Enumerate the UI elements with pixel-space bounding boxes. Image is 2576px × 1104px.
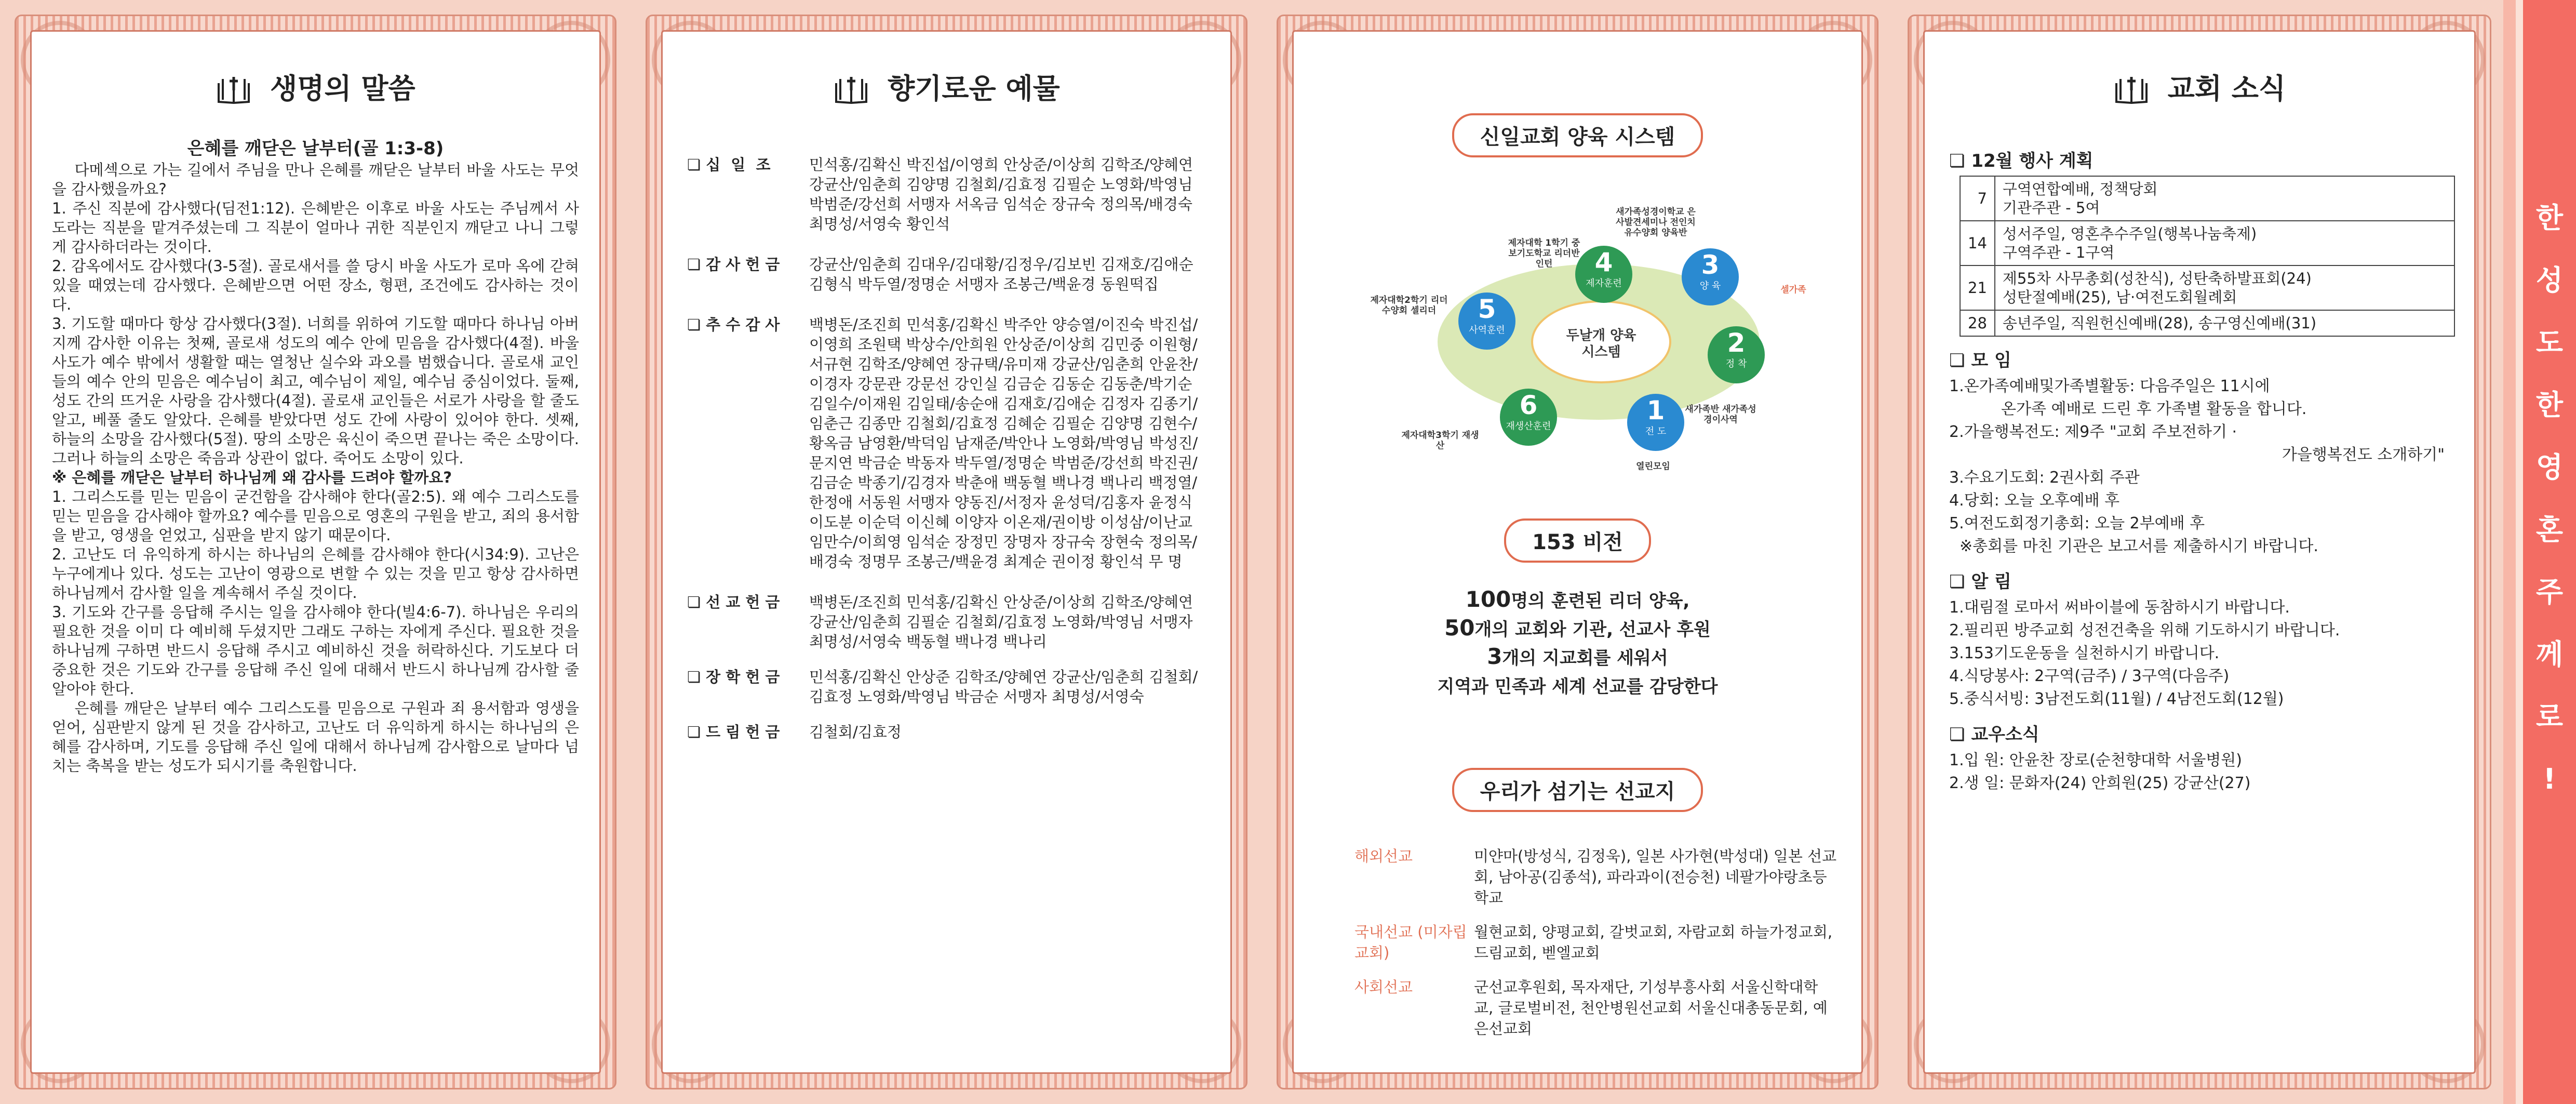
offering-label: ❏ 선 교 헌 금	[687, 593, 780, 611]
offering-label: ❏ 드 림 헌 금	[687, 723, 780, 741]
paragraph: 2. 고난도 더 유익하게 하시는 하나님의 은혜를 감사해야 한다(시34:9). 고난은 누구에게나 있다. 성도는 고난이 영광으로 변할 수 있는 것을 믿고 항상 감사하면 하나님께서 감사할 일을 계속해서 주실 것이다.	[52, 546, 579, 602]
vision-line: 3개의 지교회를 세워서	[1487, 644, 1668, 669]
mission-list	[1354, 846, 1837, 1053]
table-row	[1960, 221, 2454, 265]
mission-value: 군선교후원회, 목자재단, 기성부흥사회 서울신학대학교, 글로벌비전, 천안병원선교회 서울신대총동문회, 예은선교회	[1474, 978, 1828, 1038]
offering-row	[687, 722, 1211, 742]
title-text: 향기로운 예물	[888, 72, 1060, 105]
panel-church-news	[1893, 0, 2506, 1104]
label-step3: 제자대학 1학기 중보기도학교 리더반 인턴	[1508, 238, 1580, 269]
step-5: 5 사역훈련	[1458, 292, 1515, 350]
list-item: 4.당회: 오늘 오후예배 후	[1949, 491, 2120, 510]
paragraph: 3. 기도할 때마다 항상 감사했다(3절). 너희를 위하여 기도할 때마다 하나님 아버지께 감사한 이유는 첫째, 골로새 성도의 예수 안에 믿음을 감사했다(4절). 바울 사도가 예수 밖에서 생활할 때는 열청난 실수와 과오를 범했습니다. 골로새 교인들의 예수 안의 믿음은 예수님이 최고, 예수님이 제일, 예수님 중심이었다. 둘째, 성도 간의 뜨거운 사랑을 감사했다(4절). 골로새 교인들은 서로가 사랑을 할 줄도 알고, 베풀 줄도 알았다. 은혜를 받았다면 성도 간에 사랑이 있어야 한다. 셋째, 하늘의 소망을 감사했다(5절). 땅의 소망은 육신이 죽으면 끝나는 죽은 소망이다. 그러나 하늘의 소망은 죽음과 상관이 없다. 죽어도 소망이 있다.	[52, 315, 579, 467]
side-motto-char: !	[2543, 763, 2556, 795]
page-title	[35, 66, 596, 107]
offering-row	[687, 592, 1211, 651]
list-item: 3.153기도운동을 실천하시기 바랍니다.	[1949, 644, 2220, 662]
panel-word-of-life	[0, 0, 631, 1104]
table-row	[1960, 310, 2454, 336]
mission-value: 월현교회, 양평교회, 갈벗교회, 자람교회 하늘가정교회, 드림교회, 벧엘교회	[1474, 923, 1833, 962]
news-body	[1949, 144, 2455, 795]
list-item: 가을행복전도 소개하기"	[2282, 446, 2445, 464]
sermon-heading: 은혜를 깨닫은 날부터(골 1:3-8)	[187, 138, 444, 159]
side-motto-char: 께	[2535, 638, 2564, 671]
mission-label: 국내선교 (미자립교회)	[1354, 923, 1467, 962]
paragraph: 1. 그리스도를 믿는 믿음이 굳건함을 감사해야 한다(골2:5). 왜 예수 그리스도를 믿는 믿음을 감사해야 할까요? 예수를 믿음으로 영혼의 구원을 받고, 죄의 용서함을 받고, 영생을 얻었고, 심판을 받지 않기 때문이다.	[52, 488, 579, 544]
system-title-wrap	[1297, 113, 1858, 157]
list-item: 4.식당봉사: 2구역(금주) / 3구역(다음주)	[1949, 667, 2230, 685]
table-row	[1960, 265, 2454, 310]
event-text: 성서주일, 영혼추수주일(행복나눔축제) 구역주관 - 1구역	[1995, 221, 2454, 265]
mission-title-wrap	[1297, 768, 1858, 812]
side-banner	[2523, 0, 2576, 1104]
offering-label: ❏ 추 수 감 사	[687, 316, 780, 334]
mission-row	[1354, 977, 1837, 1039]
list-item: 2.생 일: 문화자(24) 안희원(25) 강균산(27)	[1949, 774, 2251, 792]
event-text: 제55차 사무총회(성찬식), 성탄축하발표회(24) 성탄절예배(25), 남·여전도회월례회	[1995, 265, 2454, 310]
list-item: 온가족 예배로 드린 후 가족별 활동을 합니다.	[2001, 400, 2307, 418]
event-day: 7	[1960, 176, 1995, 221]
side-motto-char: 도	[2535, 326, 2564, 359]
offering-names: 강균산/임춘희 김대우/김대황/김정우/김보빈 김재호/김애순 김형식 박두열/정명순 서맹자 조봉근/백윤경 동원떡집	[809, 256, 1193, 293]
step-2: 2 정 착	[1708, 326, 1765, 383]
vision-title: 153 비전	[1504, 518, 1651, 563]
offering-names: 백병돈/조진희 민석홍/김확신 안상준/이상희 김학조/양혜연 강균산/임춘희 김필순 김철회/김효정 노영화/박영님 서맹자 최명성/서영숙 백동혈 백나경 백나리	[809, 593, 1193, 650]
list-item: 1.입 원: 안윤찬 장로(순천향대학 서울병원)	[1949, 751, 2242, 769]
paragraph: 은혜를 깨닫은 날부터 예수 그리스도를 믿음으로 구원과 죄 용서함과 영생을 얻어, 심판받지 않게 된 것을 감사하고, 고난도 더 유익하게 하시는 하나님의 은혜를 감사하며, 기도를 응답해 주신 일에 대해서 하나님께 감사함으로 날마다 넘치는 축복을 받는 성도가 되시기를 축원합니다.	[52, 699, 579, 775]
side-motto-char: 한	[2535, 202, 2564, 234]
side-motto-char: 주	[2535, 576, 2564, 608]
offering-list	[687, 155, 1211, 753]
step-3: 3 양 육	[1682, 248, 1739, 305]
label-open: 열린모임	[1636, 461, 1670, 472]
side-motto-char: 한	[2535, 389, 2564, 421]
panel-offerings	[631, 0, 1262, 1104]
paragraph: 2. 감옥에서도 감사했다(3-5절). 골로새서를 쓸 당시 바울 사도가 로마 옥에 갇혀 있을 때였는데 감사했다. 은혜받으면 어떤 장소, 형편, 조건에도 감사하는 것이다.	[52, 257, 579, 313]
side-motto-char: 혼	[2535, 513, 2564, 546]
mission-title: 우리가 섬기는 선교지	[1452, 768, 1703, 812]
offering-label: ❏ 십 일 조	[687, 156, 771, 174]
event-text: 구역연합예배, 정책당회 기관주관 - 5여	[1995, 176, 2454, 221]
offering-names: 민석홍/김확신 안상준 김학조/양혜연 강균산/임춘희 김철회/김효정 노영화/박영님 박금순 서맹자 최명성/서영숙	[809, 668, 1198, 706]
bible-icon	[216, 77, 252, 104]
title-text: 생명의 말씀	[270, 72, 415, 105]
mission-row	[1354, 846, 1837, 908]
divider-strip	[2503, 0, 2516, 1104]
list-item: 2.가을행복전도: 제9주 "교회 주보전하기 ·	[1949, 423, 2237, 441]
label-step1: 새가족반 새가족성경이사역	[1685, 404, 1756, 425]
events-table	[1960, 176, 2455, 337]
mission-value: 미얀마(방성식, 김정욱), 일본 사가현(박성대) 일본 선교회, 남아공(김종석), 파라과이(전승천) 네팔가야랑초등학교	[1474, 847, 1837, 907]
content	[35, 35, 596, 1069]
title-text: 교회 소식	[2167, 72, 2286, 105]
event-text: 송년주일, 직원헌신예배(28), 송구영신예배(31)	[1995, 310, 2454, 336]
offering-names: 민석홍/김확신 박진섭/이영희 안상준/이상희 김학조/양혜연 강균산/임춘희 김양명 김철회/김효정 김필순 노영화/박영님 박범준/강선희 서맹자 서옥금 임석순 장규숙 정의목/배경숙 최명성/서영숙 황인석	[809, 156, 1193, 233]
step-4: 4 제자훈련	[1575, 246, 1632, 303]
event-day: 21	[1960, 265, 1995, 310]
members-title: ❏ 교우소식	[1949, 724, 2040, 745]
table-row	[1960, 176, 2454, 221]
paragraph: 1. 주신 직분에 감사했다(딤전1:12). 은혜받은 이후로 바울 사도는 주님께서 사도라는 직분을 맡겨주셨는데 그 직분이 얼마나 귀한 직분인지 깨닫고 나니 그렇게 감사하더라는 것이다.	[52, 199, 579, 256]
event-day: 14	[1960, 221, 1995, 265]
list-item: 5.중식서빙: 3남전도회(11월) / 4남전도회(12월)	[1949, 690, 2284, 708]
mission-label: 해외선교	[1354, 847, 1413, 865]
paragraph: 다메섹으로 가는 길에서 주님을 만나 은혜를 깨닫은 날부터 바울 사도는 무엇을 감사했을까요?	[52, 161, 579, 198]
vision-title-wrap	[1297, 518, 1858, 563]
offering-row	[687, 315, 1211, 571]
list-item: 1.대림절 로마서 써바이블에 동참하시기 바랍니다.	[1949, 598, 2290, 617]
label-step6: 제자대학3학기 재생산	[1401, 430, 1479, 451]
page-title	[1928, 66, 2471, 107]
list-item: 3.수요기도회: 2권사회 주관	[1949, 469, 2140, 487]
offering-row	[687, 255, 1211, 294]
side-motto-char: 영	[2535, 451, 2564, 484]
step-1: 1 전 도	[1627, 394, 1684, 451]
events-title: ❏ 12월 행사 계획	[1949, 151, 2094, 171]
notices-title: ❏ 알 림	[1949, 571, 2011, 592]
list-item: 2.필리핀 방주교회 성전건축을 위해 기도하시기 바랍니다.	[1949, 621, 2340, 640]
label-step2: 셀가족	[1780, 285, 1806, 295]
vision-line: 100명의 훈련된 리더 양육,	[1465, 587, 1690, 612]
offering-row	[687, 155, 1211, 234]
center-label: 두날개 양육 시스템	[1566, 328, 1636, 360]
bible-icon	[833, 77, 869, 104]
offering-names: 백병돈/조진희 민석홍/김확신 박주안 양승열/이진숙 박진섭/이영희 조원택 박상수/안희원 안상준/이상희 김민중 이원형/서규현 김학조/양혜연 장규택/유미재 강균산/임춘희 안윤찬/이경자 강문관 강문선 강인실 김금순 김동순 김동춘/박기순 김일수/이재원 김일태/송순애 김재호/김애순 김정자 김종기/임춘근 김종만 김철회/김효정 김혜순 김필순 김양명 김현수/황옥금 남영환/박덕임 남재준/박안나 노영화/박영님 박성진/문지연 박금순 박동자 박두열/정명순 박범준/강선희 박진권/김금순 박종기/김경자 박춘애 백동혈 백나경 백나리 백정열/한정애 서동원 서맹자 양동진/서정자 윤성덕/김홍자 윤정식 이도분 이순덕 이신혜 이양자 이온재/권이방 이성삼/이난교 임만수/이희영 임석순 장정민 장명자 장규숙 장현숙 정의목/배경숙 정명무 조봉근/백윤경 최계순 권이정 황인석 무 명	[809, 316, 1198, 570]
vision-line: 50개의 교회와 기관, 선교사 후원	[1444, 615, 1711, 641]
event-day: 28	[1960, 310, 1995, 336]
vision-line: 지역과 민족과 세계 선교를 감당한다	[1437, 676, 1718, 697]
sermon-body	[52, 139, 579, 776]
list-item: 1.온가족예배및가족별활동: 다음주일은 11시에	[1949, 377, 2270, 395]
label-step5: 제자대학2학기 리더수양회 셀리더	[1370, 295, 1448, 316]
panel-vision	[1262, 0, 1893, 1104]
side-motto-char: 성	[2535, 264, 2564, 297]
content	[1928, 35, 2471, 1069]
mission-row	[1354, 922, 1837, 963]
label-step4: 새가족성경이학교 은사발견세미나 전인치유수양회 양육반	[1616, 207, 1696, 238]
paragraph: 3. 기도와 간구를 응답해 주시는 일을 감사해야 한다(빌4:6-7). 하나님은 우리의 필요한 것을 이미 다 예비해 두셨지만 그래도 구하는 자에게 주신다. 필요한 것을 하나님께 구하면 반드시 응답해 주시고 예비하신 것을 허락하신다. 기도보다 더 중요한 것은 기도와 간구를 응답해 주신 일에 대해서 반드시 하나님께 감사할 줄 알아야 한다.	[52, 603, 579, 698]
bible-icon	[2113, 77, 2150, 104]
offering-label: ❏ 장 학 헌 금	[687, 668, 780, 686]
nurture-diagram	[1370, 207, 1837, 498]
offering-row	[687, 667, 1211, 707]
list-item: 5.여전도회정기총회: 오늘 2부예배 후	[1949, 514, 2205, 533]
vision-text	[1297, 586, 1858, 700]
page-title	[666, 66, 1227, 107]
content	[666, 35, 1227, 1069]
mission-label: 사회선교	[1354, 978, 1413, 996]
side-motto-char: 로	[2535, 700, 2564, 733]
step-6: 6 재생산훈련	[1500, 389, 1557, 446]
side-motto	[2523, 187, 2576, 810]
content	[1297, 35, 1858, 1069]
offering-names: 김철회/김효정	[809, 723, 902, 741]
offering-label: ❏ 감 사 헌 금	[687, 256, 780, 273]
paragraph: ※ 은혜를 깨닫은 날부터 하나님께 왜 감사를 드려야 할까요?	[52, 469, 452, 486]
meetings-title: ❏ 모 임	[1949, 350, 2011, 371]
system-title: 신일교회 양육 시스템	[1452, 113, 1703, 157]
list-item: ※총회를 마친 기관은 보고서를 제출하시기 바랍니다.	[1960, 537, 2318, 555]
